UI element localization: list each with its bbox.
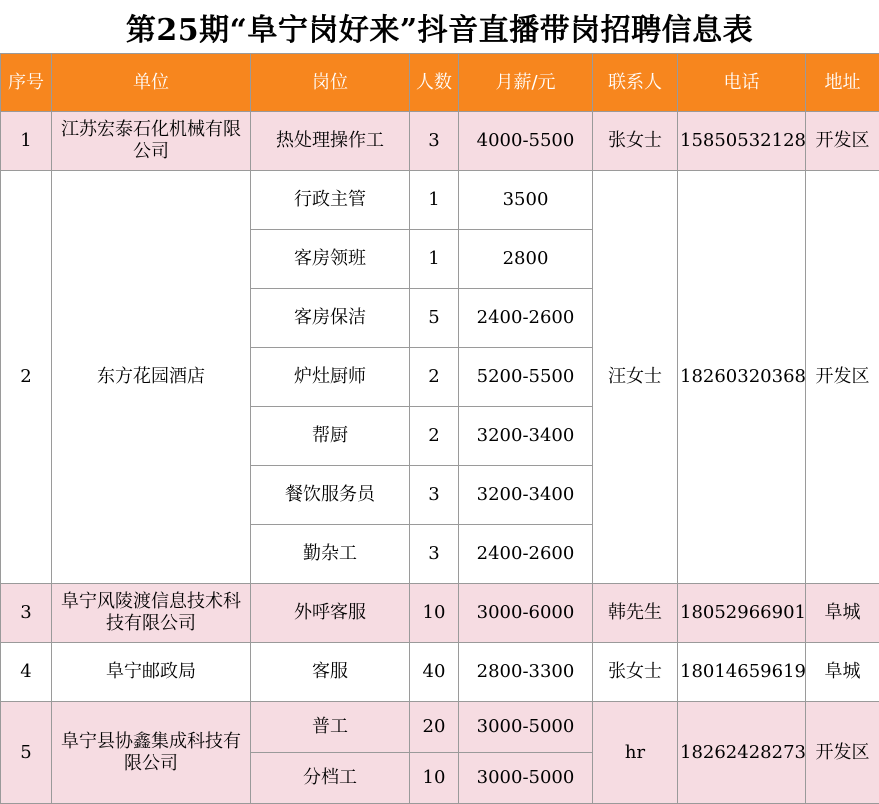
row-index: 4	[1, 643, 52, 702]
table-row	[1, 584, 879, 643]
row-count: 2	[410, 407, 459, 466]
row-count: 1	[410, 171, 459, 230]
row-position: 客服	[251, 643, 410, 702]
row-count: 20	[410, 702, 459, 753]
table-row	[1, 171, 879, 230]
row-position: 勤杂工	[251, 525, 410, 584]
row-phone: 15850532128	[678, 112, 806, 171]
row-count: 1	[410, 230, 459, 289]
row-position: 外呼客服	[251, 584, 410, 643]
header-unit: 单位	[52, 54, 251, 112]
row-contact: 韩先生	[593, 584, 678, 643]
row-position: 客房领班	[251, 230, 410, 289]
row-count: 10	[410, 584, 459, 643]
row-phone: 18260320368	[678, 171, 806, 584]
row-salary: 2400-2600	[459, 525, 593, 584]
row-position: 餐饮服务员	[251, 466, 410, 525]
row-address: 开发区	[806, 702, 879, 804]
header-contact: 联系人	[593, 54, 678, 112]
row-unit: 东方花园酒店	[52, 171, 251, 584]
header-count: 人数	[410, 54, 459, 112]
row-position: 帮厨	[251, 407, 410, 466]
header-index: 序号	[1, 54, 52, 112]
row-count: 10	[410, 753, 459, 804]
row-contact: 张女士	[593, 112, 678, 171]
row-salary: 3500	[459, 171, 593, 230]
row-address: 开发区	[806, 112, 879, 171]
row-count: 3	[410, 525, 459, 584]
row-position: 热处理操作工	[251, 112, 410, 171]
row-phone: 18262428273	[678, 702, 806, 804]
row-phone: 18052966901	[678, 584, 806, 643]
row-count: 40	[410, 643, 459, 702]
row-count: 3	[410, 112, 459, 171]
row-position: 行政主管	[251, 171, 410, 230]
row-phone: 18014659619	[678, 643, 806, 702]
header-address: 地址	[806, 54, 879, 112]
row-address: 阜城	[806, 584, 879, 643]
row-position: 分档工	[251, 753, 410, 804]
row-contact: hr	[593, 702, 678, 804]
row-salary: 2400-2600	[459, 289, 593, 348]
row-unit: 阜宁风陵渡信息技术科技有限公司	[52, 584, 251, 643]
row-count: 3	[410, 466, 459, 525]
row-contact: 汪女士	[593, 171, 678, 584]
row-salary: 4000-5500	[459, 112, 593, 171]
row-salary: 3000-5000	[459, 702, 593, 753]
header-phone: 电话	[678, 54, 806, 112]
table-row	[1, 702, 879, 753]
table-row	[1, 112, 879, 171]
row-address: 开发区	[806, 171, 879, 584]
row-salary: 2800-3300	[459, 643, 593, 702]
page-title: 第25期“阜宁岗好来”抖音直播带岗招聘信息表	[0, 0, 879, 54]
row-index: 2	[1, 171, 52, 584]
table-row	[1, 643, 879, 702]
row-position: 普工	[251, 702, 410, 753]
row-address: 阜城	[806, 643, 879, 702]
row-contact: 张女士	[593, 643, 678, 702]
header-salary: 月薪/元	[459, 54, 593, 112]
row-unit: 阜宁县协鑫集成科技有限公司	[52, 702, 251, 804]
row-salary: 3000-5000	[459, 753, 593, 804]
row-unit: 江苏宏泰石化机械有限公司	[52, 112, 251, 171]
recruitment-table	[0, 53, 879, 804]
header-position: 岗位	[251, 54, 410, 112]
row-salary: 3200-3400	[459, 466, 593, 525]
row-salary: 2800	[459, 230, 593, 289]
row-count: 5	[410, 289, 459, 348]
header-row	[1, 54, 879, 112]
row-position: 客房保洁	[251, 289, 410, 348]
row-count: 2	[410, 348, 459, 407]
row-index: 5	[1, 702, 52, 804]
row-salary: 5200-5500	[459, 348, 593, 407]
row-unit: 阜宁邮政局	[52, 643, 251, 702]
row-position: 炉灶厨师	[251, 348, 410, 407]
row-index: 1	[1, 112, 52, 171]
row-salary: 3000-6000	[459, 584, 593, 643]
row-index: 3	[1, 584, 52, 643]
row-salary: 3200-3400	[459, 407, 593, 466]
